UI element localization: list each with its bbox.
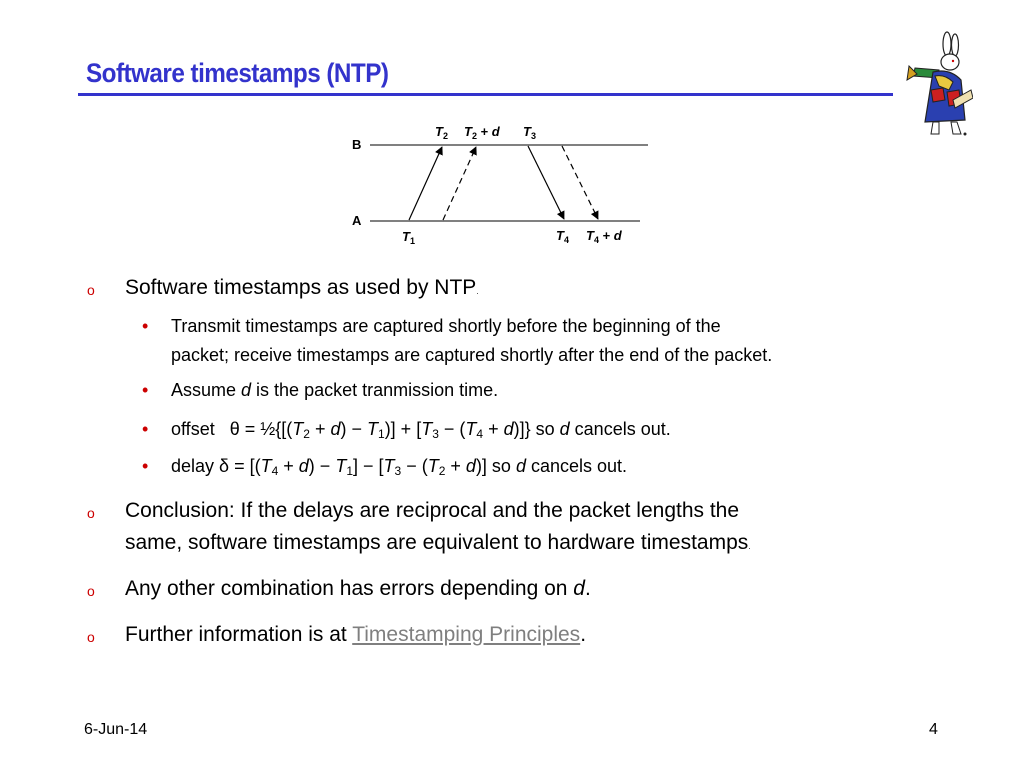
label-t2-plus-d: $T_2 + d$ (464, 124, 500, 141)
label-t4-plus-d: $T_4 + d$ (586, 228, 622, 245)
bullet-ntp-tail: . (476, 287, 479, 296)
sub-bullet-assume-pre: Assume (171, 380, 242, 400)
sub-bullet-marker-3: • (142, 419, 149, 439)
bullet-further-info-pre: Further information is at (125, 623, 353, 646)
bullet-conclusion-text: same, software timestamps are equivalent to hardware timestamps (125, 531, 749, 554)
title-underline (78, 93, 893, 96)
sub-bullet-delay-label: delay (171, 456, 215, 476)
message-arrow-b-to-a (528, 146, 564, 219)
offset-formula: $\theta = \frac{1}{2}\{[(T_2 + d) - T_1)] + [T_3 - (T_4 + d)]$} so d cancels out. (219, 419, 671, 441)
bullet-ntp-text: Software timestamps as used by NTP (125, 276, 477, 299)
lane-label-b: B (352, 137, 362, 152)
sub-bullet-assume-post: is the packet tranmission time. (251, 380, 499, 400)
sub-bullet-marker-4: • (142, 456, 149, 476)
label-t2: $T_2$ (435, 124, 448, 141)
bullet-marker-1: o (87, 282, 95, 298)
sub-bullet-offset-label: offset (171, 419, 215, 439)
bullet-conclusion-line1: Conclusion: If the delays are reciprocal and the packet lengths the (125, 499, 740, 522)
message-arrow-a-to-b (409, 147, 442, 220)
sub-bullet-marker-2: • (142, 380, 149, 400)
sub-bullet-transmit-line2: packet; receive timestamps are captured shortly after the end of the packet. (171, 345, 773, 365)
sub-bullet-assume-var: d (241, 380, 252, 400)
lane-label-a: A (352, 213, 362, 228)
message-arrow-b-to-a-dashed (562, 146, 598, 219)
sub-bullet-marker-1: • (142, 316, 149, 336)
bullet-conclusion-line2 (125, 527, 751, 563)
bullet-marker-3: o (87, 583, 95, 599)
bullet-errors (125, 573, 591, 605)
white-rabbit-logo (895, 30, 973, 140)
bullet-marker-4: o (87, 629, 95, 645)
sub-bullet-transmit-line1: Transmit timestamps are captured shortly before the beginning of the (171, 316, 721, 336)
delay-formula: $\delta = [(T_4 + d) - T_1] - [T_3 - (T_2 + d)]$ so d cancels out. (219, 456, 628, 478)
bullet-errors-post: . (584, 577, 591, 600)
footer-date: 6-Jun-14 (84, 721, 148, 738)
footer-page-number: 4 (929, 721, 938, 738)
timestamping-principles-link[interactable]: Timestamping Principles (352, 623, 581, 646)
bullet-errors-pre: Any other combination has errors depending on (125, 577, 574, 600)
sub-bullet-assume (171, 376, 498, 404)
message-arrow-a-to-b-dashed (443, 147, 476, 220)
bullet-errors-var: d (573, 577, 585, 600)
label-t3: $T_3$ (523, 124, 536, 141)
sub-bullet-delay (171, 452, 627, 480)
label-t1: $T_1$ (402, 229, 415, 246)
bullet-marker-2: o (87, 505, 95, 521)
bullet-ntp (125, 272, 479, 308)
bullet-further-info-post: . (580, 623, 587, 646)
bullet-conclusion-tail: . (748, 542, 751, 551)
timestamp-diagram (340, 118, 660, 253)
bullet-further-info (125, 619, 586, 651)
label-t4: $T_4$ (556, 228, 569, 245)
page-title: Software timestamps (NTP) (86, 58, 389, 88)
sub-bullet-offset (171, 415, 671, 443)
